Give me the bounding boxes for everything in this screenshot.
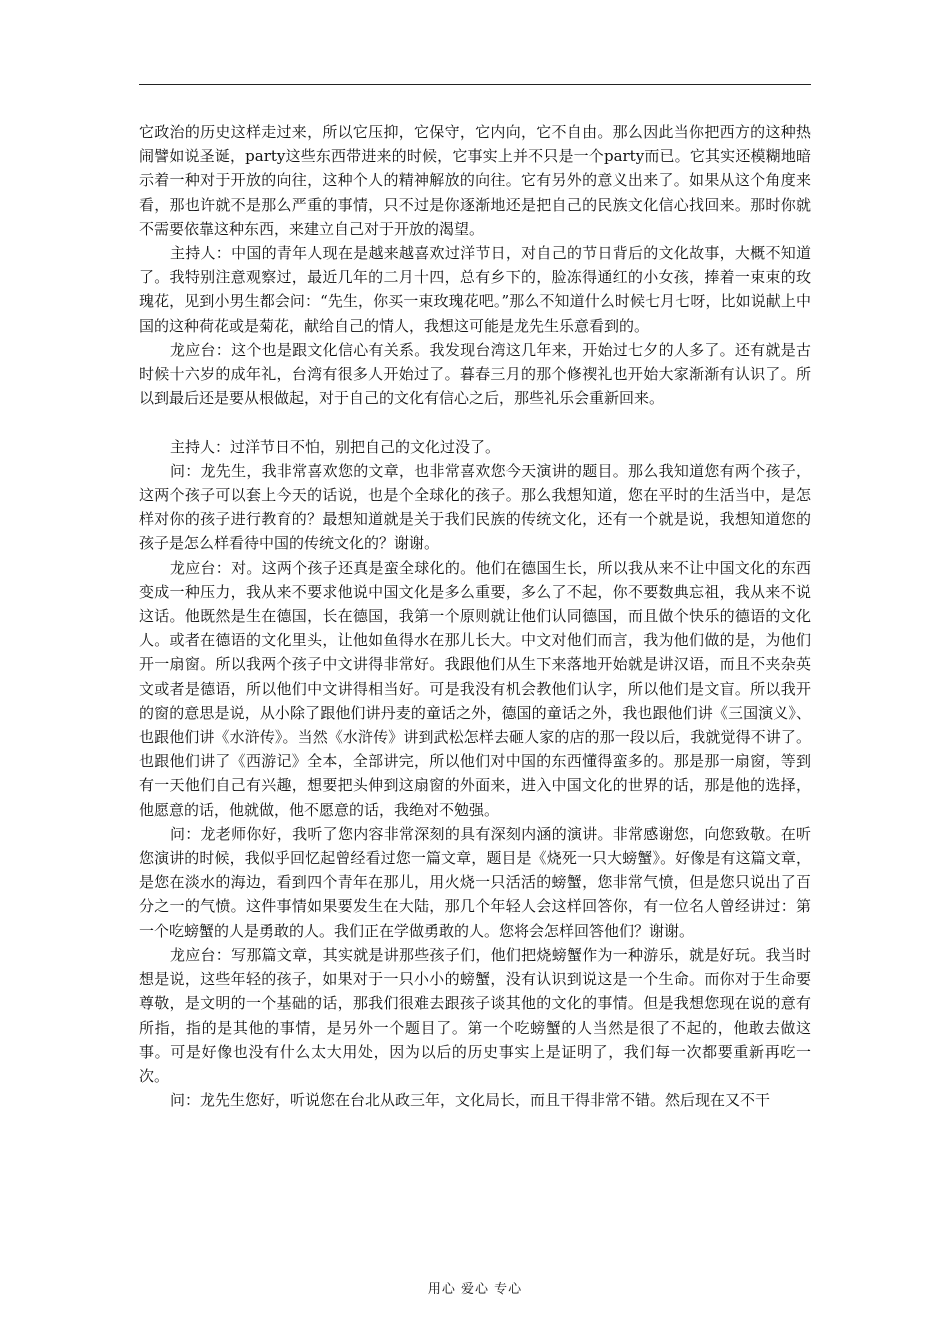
paragraph: 主持人：中国的青年人现在是越来越喜欢过洋节日，对自己的节日背后的文化故事，大概不知道了。我特别注意观察过，最近几年的二月十四，总有乡下的，脸冻得通红的小女孩，捧着一束束的玫瑰花，见到小男生都会问：“先生，你买一束玫瑰花吧。”那么不知道什么时候七月七呀，比如说献上中国的这种荷花或是菊花，献给自己的情人，我想这可能是龙先生乐意看到的。 <box>139 244 811 335</box>
page-footer: 用心 爱心 专心 <box>427 1282 523 1297</box>
paragraph: 问：龙老师你好，我听了您内容非常深刻的具有深刻内涵的演讲。非常感谢您，向您致敬。在听您演讲的时候，我似乎回忆起曾经看过您一篇文章，题目是《烧死一只大螃蟹》。好像是有这篇文章，是您在淡水的海边，看到四个青年在那儿，用火烧一只活活的螃蟹，您非常气愤，但是您只说出了百分之一的气愤。这件事情如果要发生在大陆，那几个年轻人会这样回答你，有一位名人曾经讲过：第一个吃螃蟹的人是勇敢的人。我们正在学做勇敢的人。您将会怎样回答他们？谢谢。 <box>139 824 811 940</box>
paragraph: 问：龙先生您好，听说您在台北从政三年，文化局长，而且干得非常不错。然后现在又不干 <box>170 1091 771 1110</box>
blank-line <box>139 410 811 434</box>
paragraph: 龙应台：对。这两个孩子还真是蛮全球化的。他们在德国生长，所以我从来不让中国文化的东西变成一种压力，我从来不要求他说中国文化是多么重要，多么了不起，你不要数典忘祖，我从来不说这话。他既然是生在德国，长在德国，我第一个原则就让他们认同德国，而且做个快乐的德语的文化人。或者在德语的文化里头，让他如鱼得水在那儿长大。中文对他们而言，我为他们做的是，为他们开一扇窗。所以我两个孩子中文讲得非常好。我跟他们从生下来落地开始就是讲汉语，而且不夹杂英文或者是德语，所以他们中文讲得相当好。可是我没有机会教他们认字，所以他们是文盲。所以我开的窗的意思是说，从小除了跟他们讲丹麦的童话之外，德国的童话之外，我也跟他们讲《三国演义》、也跟他们讲《水浒传》。当然《水浒传》讲到武松怎样去砸人家的店的那一段以后，我就觉得不讲了。也跟他们讲了《西游记》全本，全部讲完，所以他们对中国的东西懂得蛮多的。那是那一扇窗，等到有一天他们自己有兴趣，想要把头伸到这扇窗的外面来，进入中国文化的世界的话，那是他的选择，他愿意的话，他就做，他不愿意的话，我绝对不勉强。 <box>139 558 811 819</box>
paragraph: 龙应台：写那篇文章，其实就是讲那些孩子们，他们把烧螃蟹作为一种游乐，就是好玩。我当时想是说，这些年轻的孩子，如果对于一只小小的螃蟹，没有认识到说这是一个生命。而你对于生命要尊敬，是文明的一个基础的话，那我们很难去跟孩子谈其他的文化的事情。但是我想您现在说的意有所指，指的是其他的事情，是另外一个题目了。第一个吃螃蟹的人当然是很了不起的，他敢去做这事。可是好像也没有什么太大用处，因为以后的历史事实上是证明了，我们每一次都要重新再吃一次。 <box>139 945 811 1085</box>
document-body <box>139 120 811 1112</box>
paragraph: 主持人：过洋节日不怕，别把自己的文化过没了。 <box>170 437 501 456</box>
paragraph: 问：龙先生，我非常喜欢您的文章，也非常喜欢您今天演讲的题目。那么我知道您有两个孩子，这两个孩子可以套上今天的话说，也是个全球化的孩子。那么我想知道，您在平时的生活当中，是怎样对你的孩子进行教育的？最想知道就是关于我们民族的传统文化，还有一个就是说，我想知道您的孩子是怎么样看待中国的传统文化的？谢谢。 <box>139 461 811 553</box>
paragraph: 它政治的历史这样走过来，所以它压抑，它保守，它内向，它不自由。那么因此当你把西方的这种热闹譬如说圣诞，party这些东西带进来的时候，它事实上并不只是一个party而已。它其实还模糊地暗示着一种对于开放的向往，这种个人的精神解放的向往。它有另外的意义出来了。如果从这个角度来看，那也许就不是那么严重的事情，只不过是你逐渐地还是把自己的民族文化信心找回来。那时你就不需要依靠这种东西，来建立自己对于开放的渴望。 <box>139 123 811 238</box>
header-rule <box>139 84 811 85</box>
paragraph: 龙应台：这个也是跟文化信心有关系。我发现台湾这几年来，开始过七夕的人多了。还有就是古时候十六岁的成年礼，台湾有很多人开始过了。暮春三月的那个修禊礼也开始大家渐渐有认识了。所以到最后还是要从根做起，对于自己的文化有信心之后，那些礼乐会重新回来。 <box>139 340 811 408</box>
